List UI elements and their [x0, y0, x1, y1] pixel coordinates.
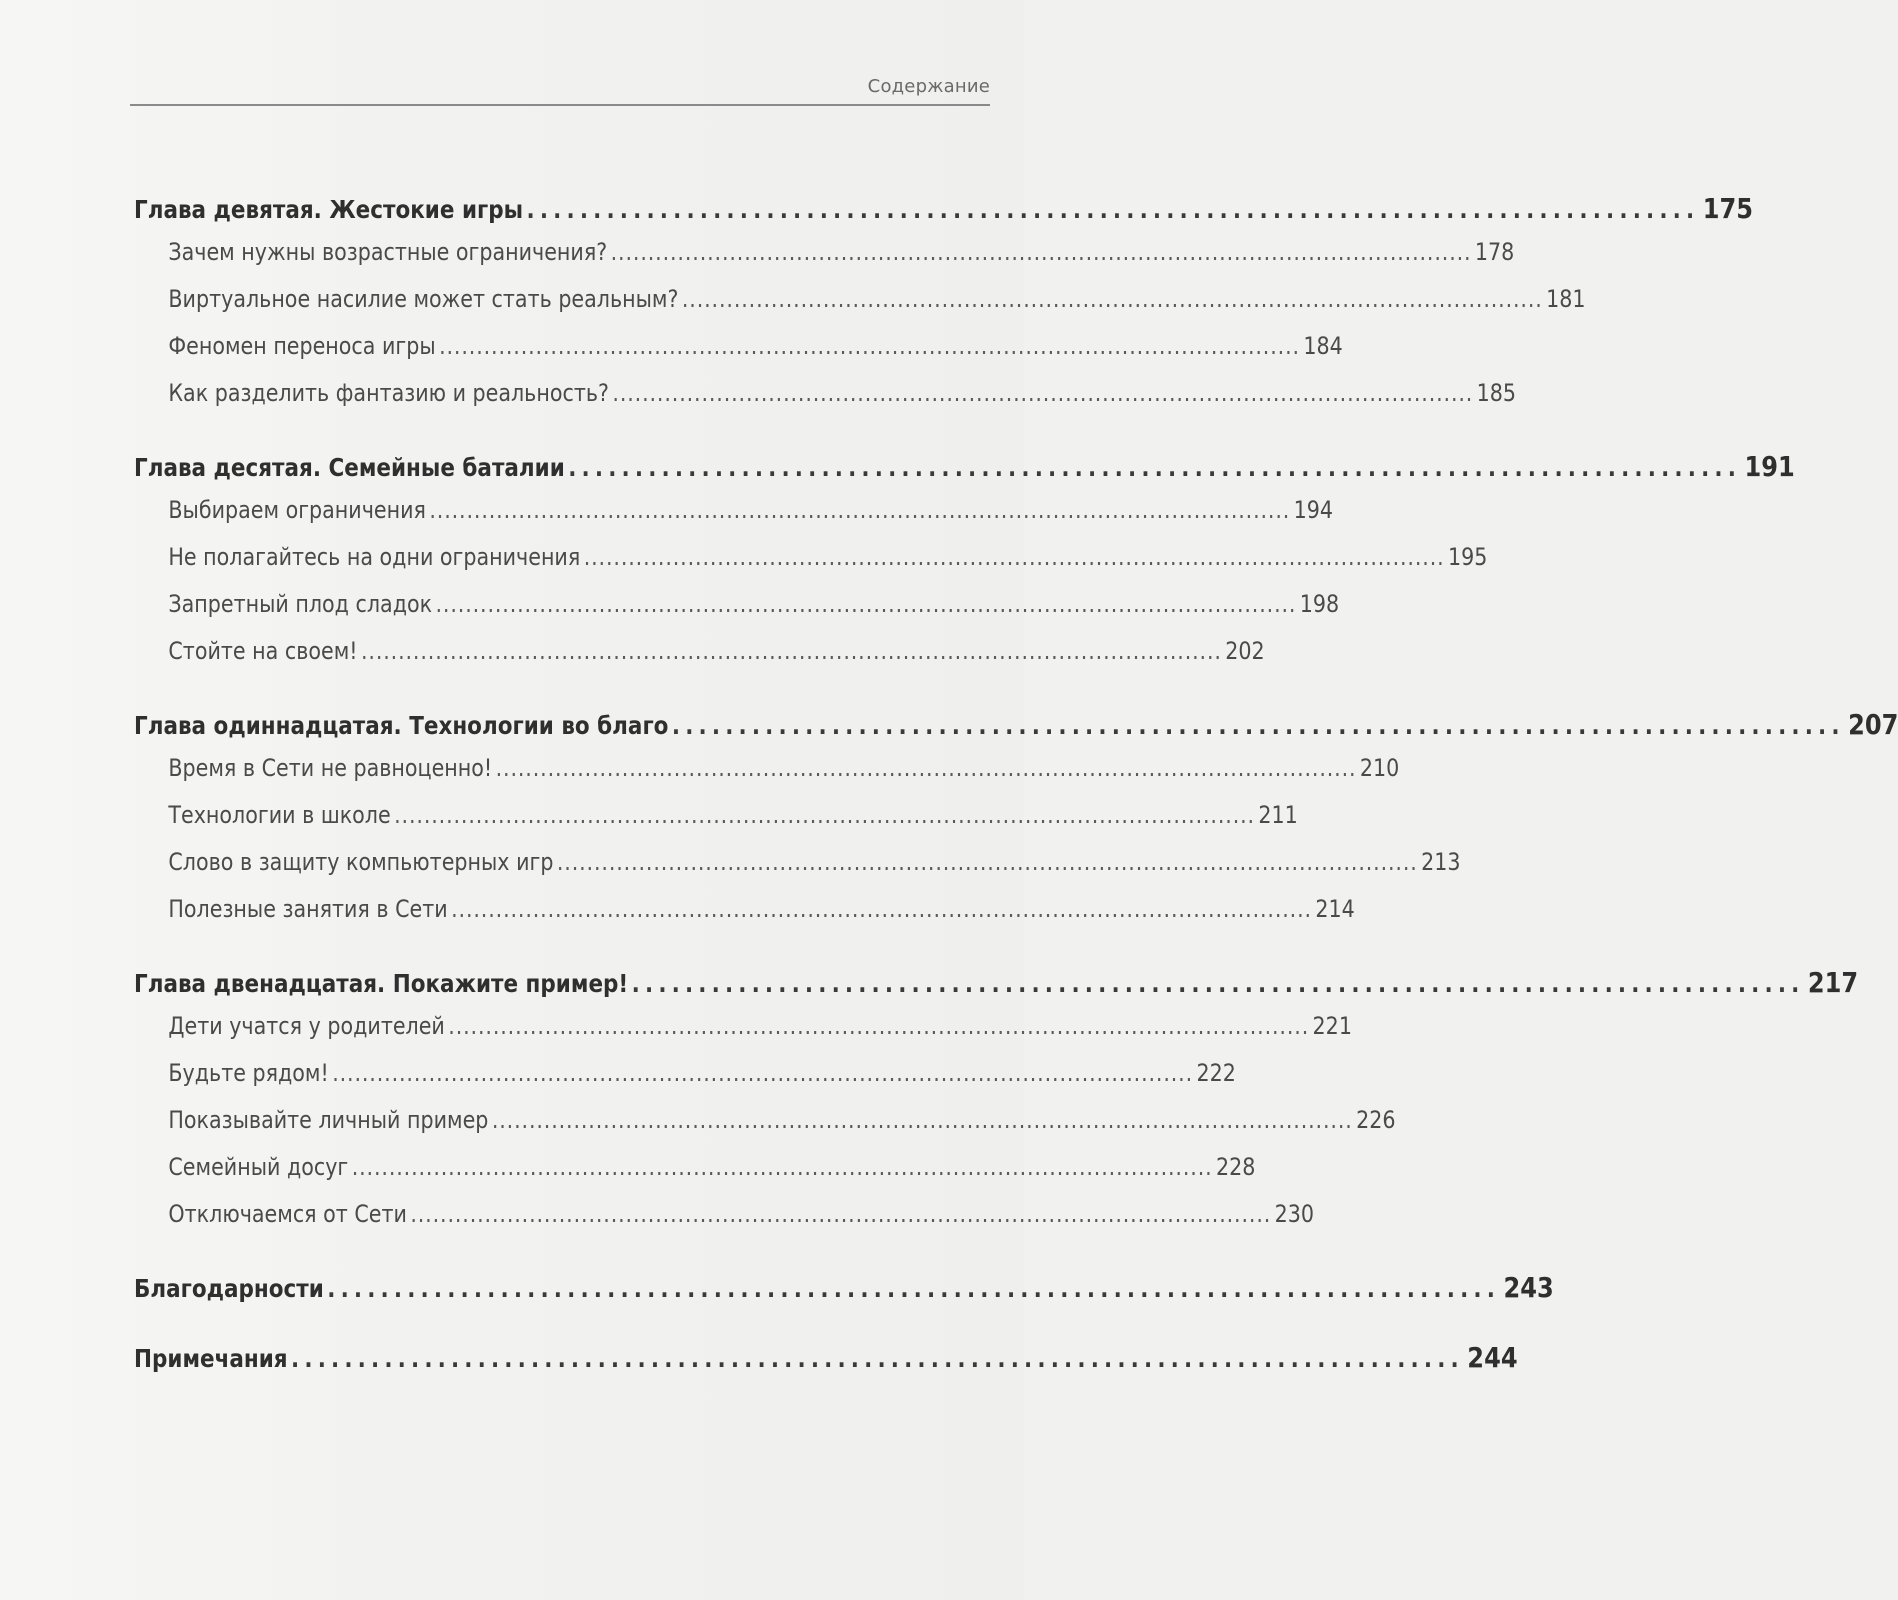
- section-entry: [134, 543, 1488, 590]
- section-title: Не полагайтесь на одни ограничения: [168, 543, 581, 571]
- section-page-number: 185: [1476, 379, 1517, 407]
- section-entry: [134, 637, 1265, 684]
- dot-leader: ....................................................................................................................: [612, 379, 1474, 407]
- section-entry: [134, 895, 1355, 942]
- section-page-number: 202: [1225, 637, 1265, 665]
- chapter-page-number: 217: [1807, 966, 1859, 999]
- chapter-title: Глава десятая. Семейные баталии: [134, 453, 565, 482]
- chapter-page-number: 207: [1848, 708, 1898, 741]
- section-title: Технологии в школе: [168, 801, 391, 829]
- section-page-number: 195: [1447, 543, 1488, 571]
- section-page-number: 210: [1359, 754, 1400, 782]
- dot-leader: ....................................................................................................................: [610, 238, 1472, 266]
- chapter-block: [134, 450, 1795, 684]
- end-matter-page-number: 243: [1503, 1271, 1554, 1304]
- section-title: Феномен переноса игры: [168, 332, 436, 360]
- dot-leader: ....................................................................................................................: [583, 543, 1445, 571]
- section-title: Слово в защиту компьютерных игр: [168, 848, 554, 876]
- section-entry: [134, 1153, 1256, 1200]
- section-page-number: 178: [1474, 238, 1515, 266]
- end-matter-entry: [134, 1271, 1554, 1323]
- dot-leader: ....................................................................................................................: [360, 637, 1222, 665]
- dot-leader: ....................................................................................................................: [429, 496, 1291, 524]
- section-entry: [134, 1106, 1396, 1153]
- end-matter-entry: [134, 1341, 1518, 1393]
- dot-leader: ....................................................................................................................: [491, 1106, 1353, 1134]
- section-title: Показывайте личный пример: [168, 1106, 489, 1134]
- dot-leader: ........................................................................................: [631, 969, 1805, 998]
- end-matter-page-number: 244: [1467, 1341, 1518, 1374]
- dot-leader: ........................................................................................: [568, 453, 1742, 482]
- section-entry: [134, 1200, 1315, 1247]
- section-title: Зачем нужны возрастные ограничения?: [168, 238, 608, 266]
- end-matter-title: Примечания: [134, 1344, 288, 1373]
- table-of-contents: [134, 192, 1898, 1393]
- dot-leader: ....................................................................................................................: [439, 332, 1300, 360]
- chapter-title: Глава девятая. Жестокие игры: [134, 195, 524, 224]
- section-title: Дети учатся у родителей: [168, 1012, 445, 1040]
- dot-leader: ....................................................................................................................: [351, 1153, 1213, 1181]
- chapter-entry: [134, 192, 1754, 238]
- section-page-number: 184: [1303, 332, 1343, 360]
- running-head: Содержание: [867, 76, 990, 97]
- dot-leader: ........................................................................................: [327, 1274, 1501, 1303]
- section-page-number: 181: [1546, 285, 1586, 313]
- dot-leader: ....................................................................................................................: [556, 848, 1418, 876]
- section-title: Стойте на своем!: [168, 637, 358, 665]
- section-entry: [134, 496, 1334, 543]
- section-page-number: 198: [1299, 590, 1340, 618]
- chapter-title: Глава одиннадцатая. Технологии во благо: [134, 711, 669, 740]
- section-title: Семейный досуг: [168, 1153, 349, 1181]
- chapter-page-number: 191: [1744, 450, 1795, 483]
- section-page-number: 214: [1315, 895, 1355, 923]
- dot-leader: ....................................................................................................................: [448, 1012, 1310, 1040]
- section-page-number: 194: [1293, 496, 1334, 524]
- section-entry: [134, 848, 1461, 895]
- section-entry: [134, 332, 1343, 379]
- section-title: Как разделить фантазию и реальность?: [168, 379, 609, 407]
- dot-leader: ....................................................................................................................: [332, 1059, 1194, 1087]
- dot-leader: ....................................................................................................................: [435, 590, 1297, 618]
- section-title: Запретный плод сладок: [168, 590, 433, 618]
- section-title: Отключаемся от Сети: [168, 1200, 407, 1228]
- section-entry: [134, 379, 1517, 426]
- end-matter-title: Благодарности: [134, 1274, 324, 1303]
- dot-leader: ........................................................................................: [291, 1344, 1464, 1373]
- section-page-number: 221: [1312, 1012, 1352, 1040]
- section-page-number: 213: [1421, 848, 1461, 876]
- section-title: Полезные занятия в Сети: [168, 895, 448, 923]
- section-entry: [134, 801, 1298, 848]
- section-title: Выбираем ограничения: [168, 496, 426, 524]
- section-page-number: 230: [1274, 1200, 1315, 1228]
- section-entry: [134, 1012, 1352, 1059]
- chapter-title: Глава двенадцатая. Покажите пример!: [134, 969, 629, 998]
- chapter-block: [134, 708, 1898, 942]
- chapter-block: [134, 966, 1859, 1247]
- dot-leader: ........................................................................................: [526, 195, 1700, 224]
- section-title: Время в Сети не равноценно!: [168, 754, 493, 782]
- dot-leader: ....................................................................................................................: [681, 285, 1543, 313]
- section-page-number: 228: [1215, 1153, 1256, 1181]
- section-page-number: 222: [1196, 1059, 1236, 1087]
- section-page-number: 226: [1356, 1106, 1396, 1134]
- end-matter: [134, 1271, 1554, 1393]
- section-entry: [134, 590, 1340, 637]
- section-title: Виртуальное насилие может стать реальным?: [168, 285, 679, 313]
- section-entry: [134, 238, 1515, 285]
- section-entry: [134, 285, 1586, 332]
- section-title: Будьте рядом!: [168, 1059, 329, 1087]
- chapter-entry: [134, 450, 1795, 496]
- chapter-block: [134, 192, 1754, 426]
- section-entry: [134, 754, 1400, 801]
- dot-leader: ....................................................................................................................: [394, 801, 1255, 829]
- dot-leader: ....................................................................................................................: [410, 1200, 1272, 1228]
- header-rule: [130, 104, 990, 106]
- dot-leader: ........................................................................................: [671, 711, 1845, 740]
- chapter-page-number: 175: [1702, 192, 1754, 225]
- dot-leader: ....................................................................................................................: [495, 754, 1357, 782]
- chapter-entry: [134, 708, 1898, 754]
- section-page-number: 211: [1258, 801, 1298, 829]
- section-entry: [134, 1059, 1236, 1106]
- chapter-entry: [134, 966, 1859, 1012]
- dot-leader: ....................................................................................................................: [451, 895, 1312, 923]
